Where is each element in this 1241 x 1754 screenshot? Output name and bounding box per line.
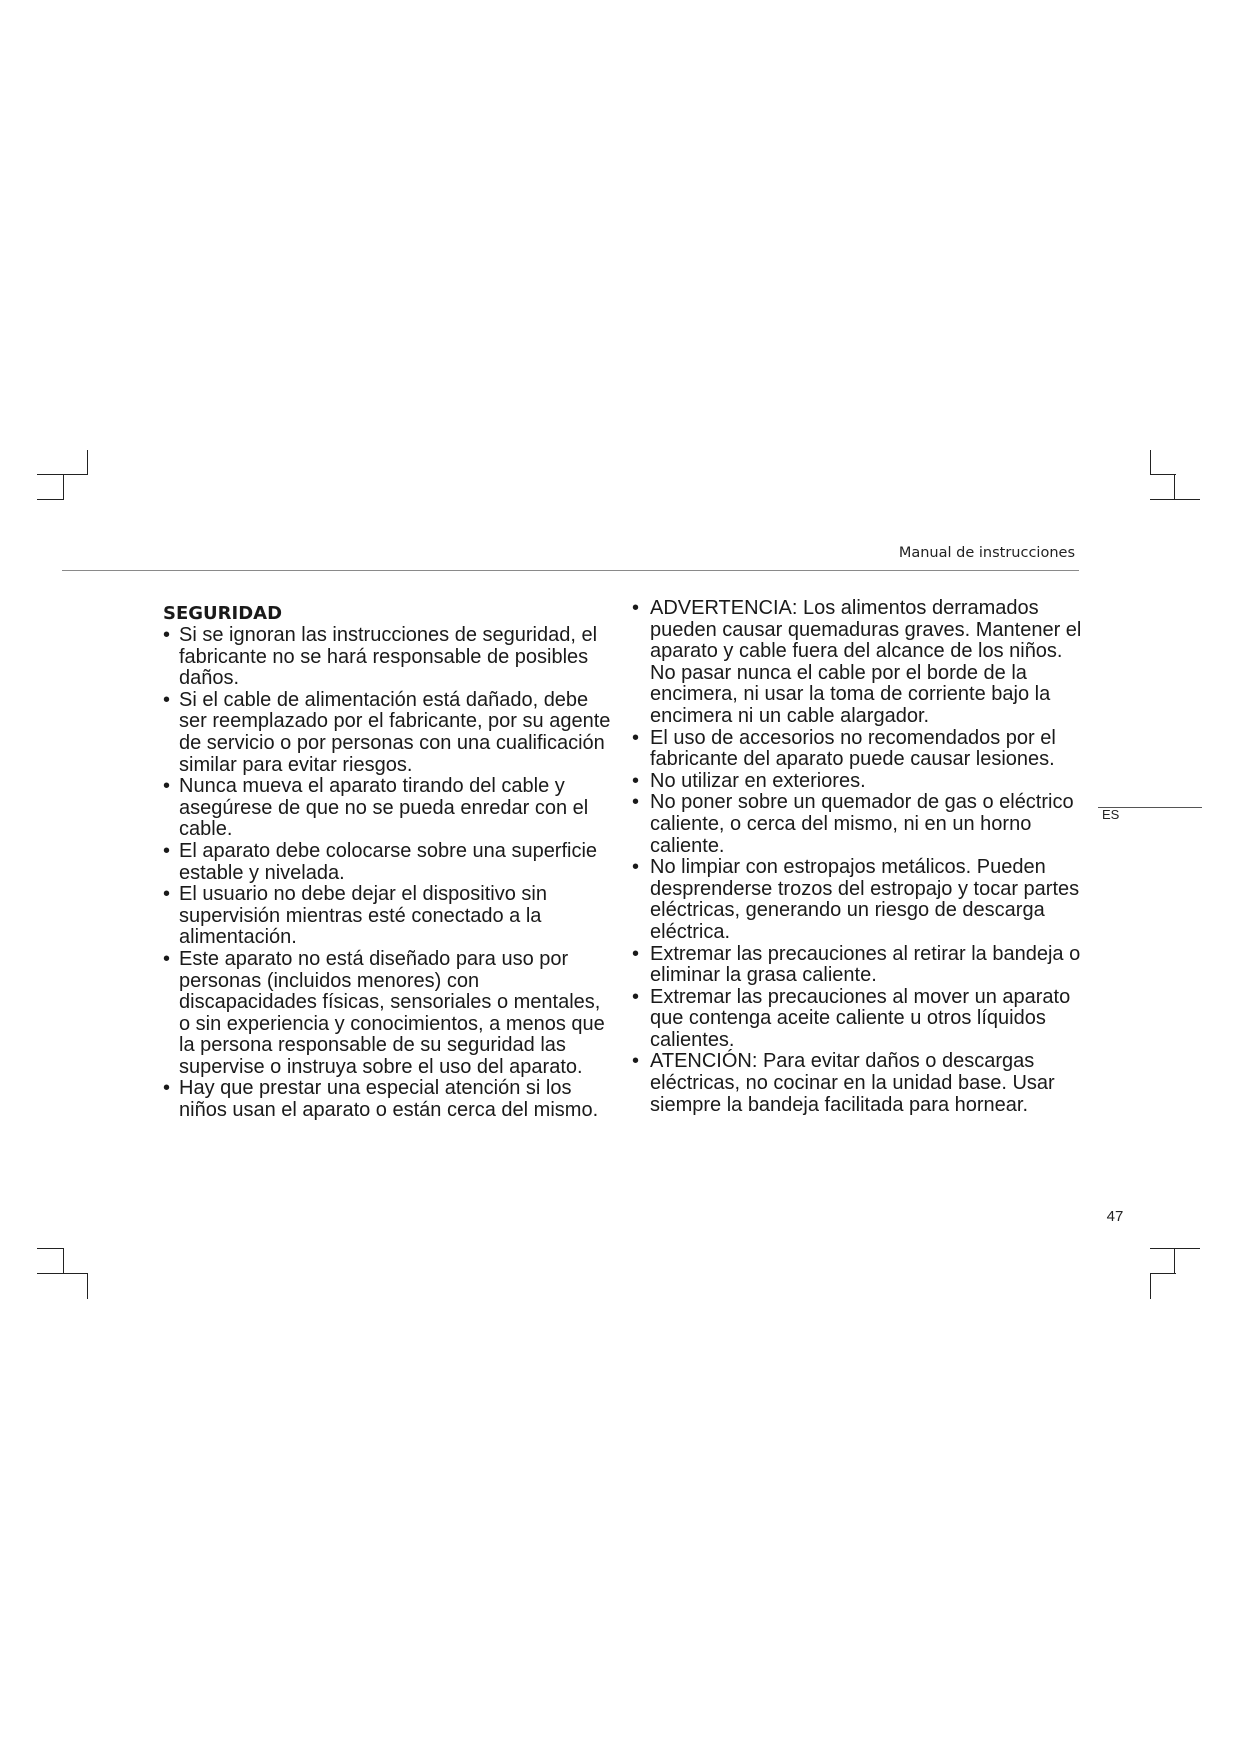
left-column <box>163 603 613 1122</box>
language-tag: ES <box>1102 807 1120 822</box>
crop-mark-bottom-left <box>37 1248 63 1249</box>
list-item: • Hay que prestar una especial atención si los niños usan el aparato o están cerca del mismo. <box>163 1078 613 1121</box>
right-column <box>632 598 1087 1116</box>
crop-mark-bottom-right <box>1150 1273 1176 1274</box>
crop-mark-bottom-right <box>1150 1248 1200 1249</box>
crop-mark-bottom-right <box>1174 1248 1175 1273</box>
crop-mark-top-right <box>1150 474 1176 475</box>
list-item: • No limpiar con estropajos metálicos. Pueden desprenderse trozos del estropajo y tocar partes eléctricas, generando un riesgo de descarga eléctrica. <box>632 857 1087 943</box>
list-item: • Si se ignoran las instrucciones de seguridad, el fabricante no se hará responsable de posibles daños. <box>163 625 613 690</box>
list-item: • Extremar las precauciones al retirar la bandeja o eliminar la grasa caliente. <box>632 944 1087 987</box>
safety-list-right <box>632 598 1087 1116</box>
safety-list-left <box>163 625 613 1122</box>
section-title: SEGURIDAD <box>163 603 283 624</box>
crop-mark-bottom-left <box>87 1273 88 1299</box>
list-item: • No utilizar en exteriores. <box>632 771 1087 793</box>
list-item: • Extremar las precauciones al mover un aparato que contenga aceite caliente u otros líquidos calientes. <box>632 987 1087 1052</box>
list-item: • Si el cable de alimentación está dañado, debe ser reemplazado por el fabricante, por su agente de servicio o por personas con una cualificación similar para evitar riesgos. <box>163 690 613 776</box>
list-item: • Este aparato no está diseñado para uso por personas (incluidos menores) con discapacidades físicas, sensoriales o mentales, o sin experiencia y conocimientos, a menos que la persona responsable de su seguridad las supervise o instruya sobre el uso del aparato. <box>163 949 613 1079</box>
crop-mark-top-left <box>37 499 63 500</box>
crop-mark-top-right <box>1174 474 1175 500</box>
crop-mark-top-right <box>1150 499 1200 500</box>
list-item: • No poner sobre un quemador de gas o eléctrico caliente, o cerca del mismo, ni en un horno caliente. <box>632 792 1087 857</box>
list-item: • El uso de accesorios no recomendados por el fabricante del aparato puede causar lesiones. <box>632 728 1087 771</box>
list-item: • El usuario no debe dejar el dispositivo sin supervisión mientras esté conectado a la alimentación. <box>163 884 613 949</box>
crop-mark-top-right <box>1150 450 1151 474</box>
list-item: • ADVERTENCIA: Los alimentos derramados pueden causar quemaduras graves. Mantener el aparato y cable fuera del alcance de los niños. No pasar nunca el cable por el borde de la encimera, ni usar la toma de corriente bajo la encimera ni un cable alargador. <box>632 598 1087 728</box>
header-rule <box>62 570 1079 571</box>
list-item: • Nunca mueva el aparato tirando del cable y asegúrese de que no se pueda enredar con el cable. <box>163 776 613 841</box>
crop-mark-top-left <box>63 474 64 500</box>
crop-mark-bottom-left <box>63 1248 64 1273</box>
running-header: Manual de instrucciones <box>898 545 1075 561</box>
crop-mark-top-left <box>87 450 88 474</box>
crop-mark-bottom-right <box>1150 1273 1151 1299</box>
list-item: • ATENCIÓN: Para evitar daños o descargas eléctricas, no cocinar en la unidad base. Usar siempre la bandeja facilitada para hornear. <box>632 1051 1087 1116</box>
crop-mark-bottom-left <box>37 1273 88 1274</box>
page-number: 47 <box>1106 1208 1124 1225</box>
list-item: • El aparato debe colocarse sobre una superficie estable y nivelada. <box>163 841 613 884</box>
